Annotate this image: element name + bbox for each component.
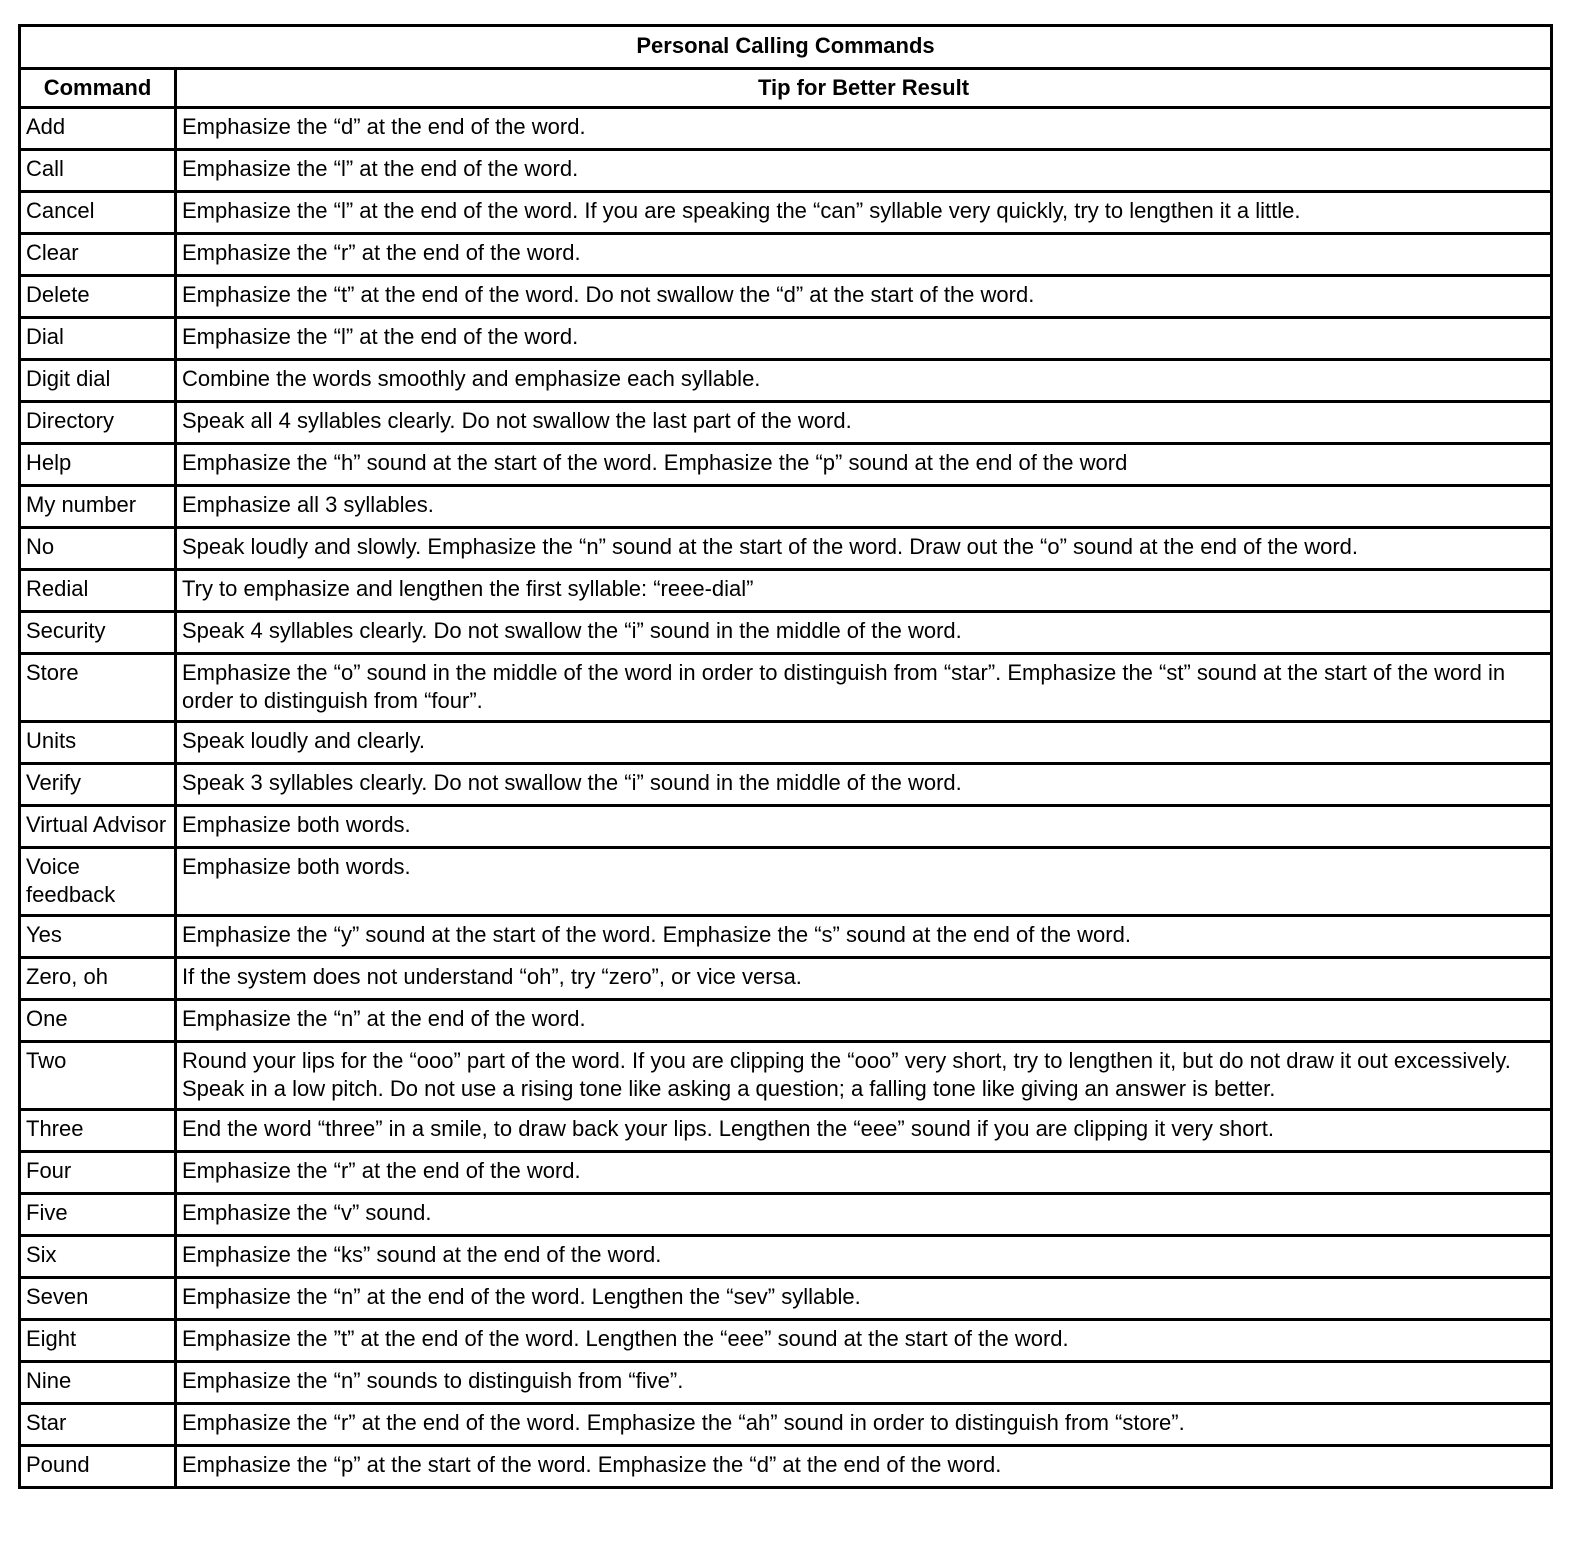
tip-cell: Emphasize the “h” sound at the start of the word. Emphasize the “p” sound at the end of the word [176, 444, 1552, 486]
table-row [20, 654, 1552, 722]
command-cell: Clear [20, 234, 176, 276]
table-row [20, 150, 1552, 192]
command-cell: Four [20, 1152, 176, 1194]
tip-cell: Emphasize all 3 syllables. [176, 486, 1552, 528]
tip-cell: If the system does not understand “oh”, try “zero”, or vice versa. [176, 958, 1552, 1000]
tip-cell: Emphasize the “l” at the end of the word. [176, 318, 1552, 360]
column-header-command: Command [20, 69, 176, 108]
command-cell: Add [20, 108, 176, 150]
command-cell: Redial [20, 570, 176, 612]
table-row [20, 612, 1552, 654]
tip-cell: Try to emphasize and lengthen the first syllable: “reee-dial” [176, 570, 1552, 612]
table-body [20, 108, 1552, 1488]
tip-cell: Emphasize the “y” sound at the start of the word. Emphasize the “s” sound at the end of the word. [176, 916, 1552, 958]
table-row [20, 570, 1552, 612]
command-cell: Two [20, 1042, 176, 1110]
tip-cell: Emphasize the “p” at the start of the word. Emphasize the “d” at the end of the word. [176, 1446, 1552, 1488]
command-cell: Units [20, 722, 176, 764]
command-cell: Star [20, 1404, 176, 1446]
command-cell: My number [20, 486, 176, 528]
command-cell: Nine [20, 1362, 176, 1404]
tip-cell: Speak loudly and slowly. Emphasize the “n” sound at the start of the word. Draw out the “o” sound at the end of the word. [176, 528, 1552, 570]
tip-cell: Emphasize both words. [176, 848, 1552, 916]
command-cell: Seven [20, 1278, 176, 1320]
command-cell: One [20, 1000, 176, 1042]
command-cell: Pound [20, 1446, 176, 1488]
table-row [20, 722, 1552, 764]
command-cell: Digit dial [20, 360, 176, 402]
tip-cell: Emphasize the “n” sounds to distinguish from “five”. [176, 1362, 1552, 1404]
tip-cell: Emphasize the “l” at the end of the word. If you are speaking the “can” syllable very quickly, try to lengthen it a little. [176, 192, 1552, 234]
command-cell: Call [20, 150, 176, 192]
tip-cell: Emphasize the “r” at the end of the word. [176, 1152, 1552, 1194]
table-row [20, 1236, 1552, 1278]
table-row [20, 360, 1552, 402]
tip-cell: Emphasize the “o” sound in the middle of the word in order to distinguish from “star”. Emphasize the “st” sound at the start of the word in order to distinguish from “four”. [176, 654, 1552, 722]
table-row [20, 318, 1552, 360]
tip-cell: Emphasize the “v” sound. [176, 1194, 1552, 1236]
tip-cell: End the word “three” in a smile, to draw back your lips. Lengthen the “eee” sound if you are clipping it very short. [176, 1110, 1552, 1152]
table-row [20, 1152, 1552, 1194]
table-row [20, 958, 1552, 1000]
table-row [20, 764, 1552, 806]
table-row [20, 1194, 1552, 1236]
table-row [20, 1404, 1552, 1446]
command-cell: Yes [20, 916, 176, 958]
table-row [20, 1110, 1552, 1152]
tip-cell: Emphasize the “l” at the end of the word. [176, 150, 1552, 192]
command-cell: Five [20, 1194, 176, 1236]
tip-cell: Emphasize both words. [176, 806, 1552, 848]
tip-cell: Emphasize the “ks” sound at the end of the word. [176, 1236, 1552, 1278]
tip-cell: Emphasize the “t” at the end of the word. Do not swallow the “d” at the start of the word. [176, 276, 1552, 318]
tip-cell: Round your lips for the “ooo” part of the word. If you are clipping the “ooo” very short, try to lengthen it, but do not draw it out excessively. Speak in a low pitch. Do not use a rising tone like asking a question; a falling tone like giving an answer is better. [176, 1042, 1552, 1110]
command-cell: Cancel [20, 192, 176, 234]
table-title-row [20, 26, 1552, 69]
table-row [20, 916, 1552, 958]
command-cell: Zero, oh [20, 958, 176, 1000]
table-title: Personal Calling Commands [20, 26, 1552, 69]
table-row [20, 444, 1552, 486]
command-cell: Dial [20, 318, 176, 360]
table-row [20, 108, 1552, 150]
tip-cell: Combine the words smoothly and emphasize each syllable. [176, 360, 1552, 402]
tip-cell: Emphasize the “n” at the end of the word. Lengthen the “sev” syllable. [176, 1278, 1552, 1320]
table-row [20, 276, 1552, 318]
table-row [20, 806, 1552, 848]
table-row [20, 192, 1552, 234]
table-row [20, 1278, 1552, 1320]
command-cell: Verify [20, 764, 176, 806]
table-row [20, 1042, 1552, 1110]
command-cell: Three [20, 1110, 176, 1152]
commands-table-container [18, 24, 1550, 1489]
table-row [20, 1000, 1552, 1042]
table-row [20, 234, 1552, 276]
tip-cell: Speak 4 syllables clearly. Do not swallow the “i” sound in the middle of the word. [176, 612, 1552, 654]
table-row [20, 1320, 1552, 1362]
command-cell: Virtual Advisor [20, 806, 176, 848]
table-row [20, 1362, 1552, 1404]
tip-cell: Speak all 4 syllables clearly. Do not swallow the last part of the word. [176, 402, 1552, 444]
tip-cell: Emphasize the “r” at the end of the word. [176, 234, 1552, 276]
command-cell: Six [20, 1236, 176, 1278]
command-cell: Delete [20, 276, 176, 318]
command-cell: Security [20, 612, 176, 654]
column-header-tip: Tip for Better Result [176, 69, 1552, 108]
command-cell: Store [20, 654, 176, 722]
tip-cell: Speak 3 syllables clearly. Do not swallow the “i” sound in the middle of the word. [176, 764, 1552, 806]
table-row [20, 402, 1552, 444]
table-row [20, 1446, 1552, 1488]
tip-cell: Emphasize the “d” at the end of the word. [176, 108, 1552, 150]
table-header-row [20, 69, 1552, 108]
table-row [20, 486, 1552, 528]
table-row [20, 848, 1552, 916]
tip-cell: Emphasize the “n” at the end of the word. [176, 1000, 1552, 1042]
tip-cell: Speak loudly and clearly. [176, 722, 1552, 764]
tip-cell: Emphasize the ”t” at the end of the word. Lengthen the “eee” sound at the start of the word. [176, 1320, 1552, 1362]
personal-calling-commands-table [18, 24, 1553, 1489]
command-cell: Voice feedback [20, 848, 176, 916]
command-cell: No [20, 528, 176, 570]
command-cell: Eight [20, 1320, 176, 1362]
command-cell: Directory [20, 402, 176, 444]
command-cell: Help [20, 444, 176, 486]
table-row [20, 528, 1552, 570]
tip-cell: Emphasize the “r” at the end of the word. Emphasize the “ah” sound in order to distinguish from “store”. [176, 1404, 1552, 1446]
